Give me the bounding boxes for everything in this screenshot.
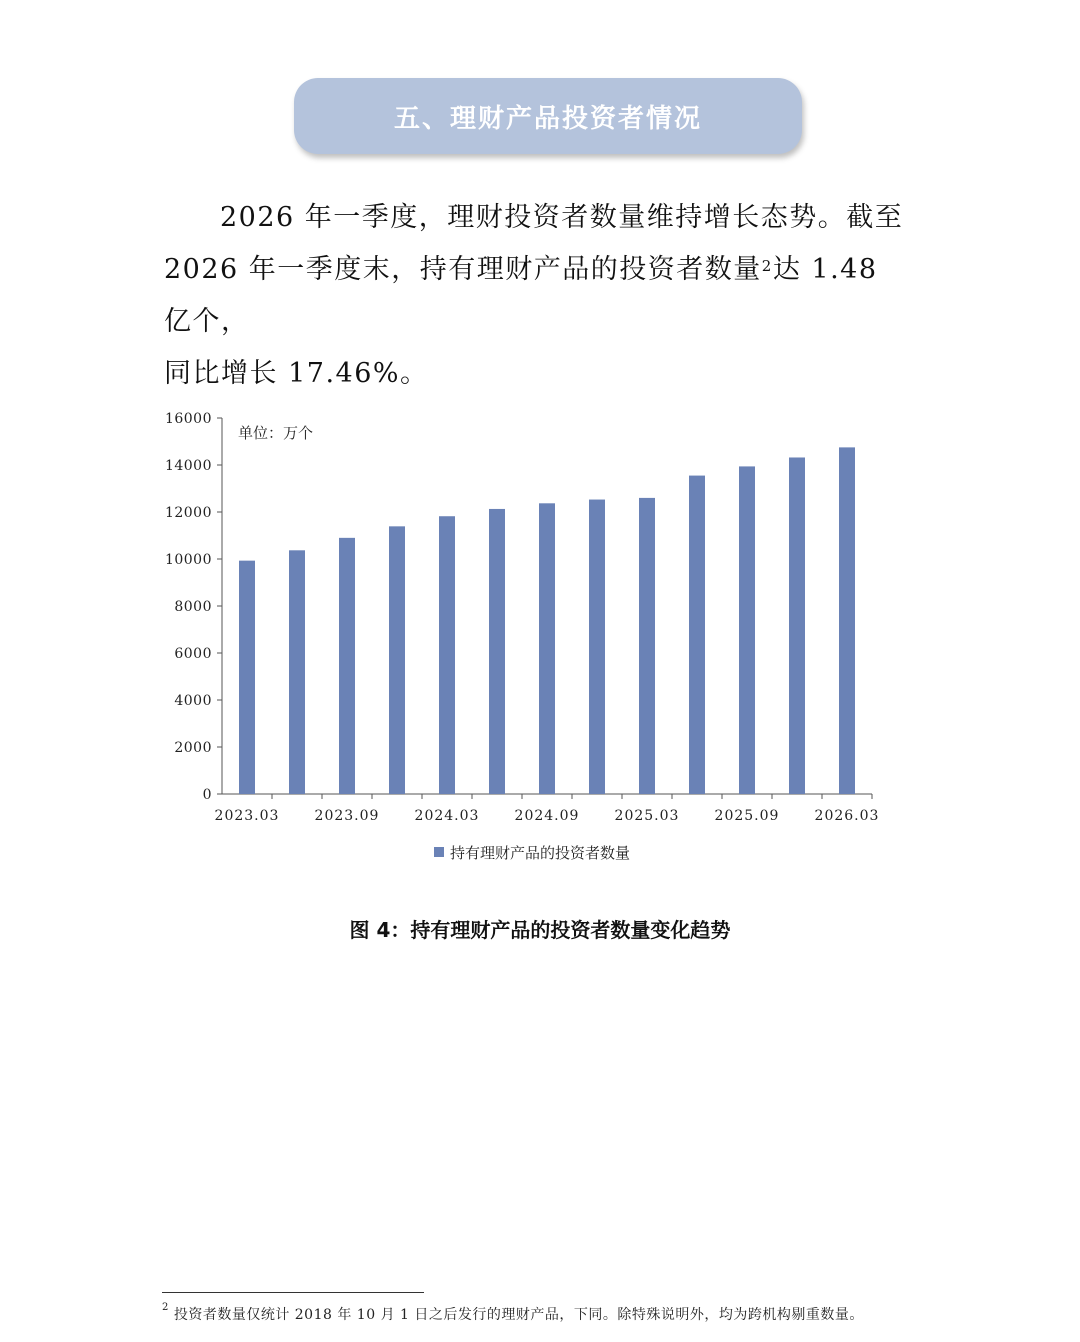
y-tick-label: 6000 — [174, 646, 212, 662]
footnote-ref: 2 — [761, 257, 773, 275]
footnote — [162, 1304, 864, 1324]
paragraph-line-2 — [164, 254, 878, 337]
y-tick-label: 4000 — [174, 693, 212, 709]
y-tick-label: 8000 — [174, 599, 212, 615]
body-paragraph — [164, 192, 916, 400]
x-tick-label: 2026.03 — [814, 808, 880, 824]
bar — [789, 457, 805, 794]
paragraph-line-3: 同比增长 17.46%。 — [164, 358, 429, 389]
legend-label: 持有理财产品的投资者数量 — [450, 844, 631, 862]
investor-count-bar-chart — [150, 400, 910, 880]
paragraph-line-1: 2026 年一季度，理财投资者数量维持增长态势。截至 — [220, 202, 904, 233]
y-tick-label: 16000 — [164, 411, 212, 427]
bar — [289, 550, 305, 794]
footnote-marker: 2 — [162, 1302, 169, 1313]
bar — [489, 509, 505, 794]
bar — [389, 526, 405, 794]
paragraph-line-2-text: 2026 年一季度末，持有理财产品的投资者数量 — [164, 254, 762, 285]
legend-swatch — [434, 847, 444, 857]
bar — [339, 538, 355, 794]
y-tick-label: 10000 — [164, 552, 212, 568]
y-tick-label: 14000 — [164, 458, 212, 474]
bar — [439, 516, 455, 794]
footnote-text: 投资者数量仅统计 2018 年 10 月 1 日之后发行的理财产品，下同。除特殊说明外，均为跨机构剔重数量。 — [173, 1307, 864, 1323]
unit-label: 单位：万个 — [238, 424, 314, 442]
bar — [739, 466, 755, 794]
x-tick-label: 2023.03 — [214, 808, 280, 824]
figure-caption: 图 4：持有理财产品的投资者数量变化趋势 — [349, 918, 731, 942]
x-tick-label: 2024.09 — [514, 808, 580, 824]
bar — [239, 561, 255, 794]
y-tick-label: 2000 — [174, 740, 212, 756]
section-title: 五、理财产品投资者情况 — [393, 103, 702, 134]
paragraph-line-2-end: 达 1.48 亿个， — [164, 254, 878, 337]
x-tick-label: 2023.09 — [314, 808, 380, 824]
bar — [689, 476, 705, 794]
x-tick-label: 2025.03 — [614, 808, 680, 824]
bar — [589, 500, 605, 794]
footnote-divider — [162, 1292, 424, 1293]
bar — [839, 447, 855, 794]
bar — [539, 503, 555, 794]
x-tick-label: 2025.09 — [714, 808, 780, 824]
section-title-banner — [294, 78, 802, 154]
y-tick-label: 0 — [202, 787, 212, 803]
x-tick-label: 2024.03 — [414, 808, 480, 824]
y-tick-label: 12000 — [164, 505, 212, 521]
bar — [639, 498, 655, 794]
